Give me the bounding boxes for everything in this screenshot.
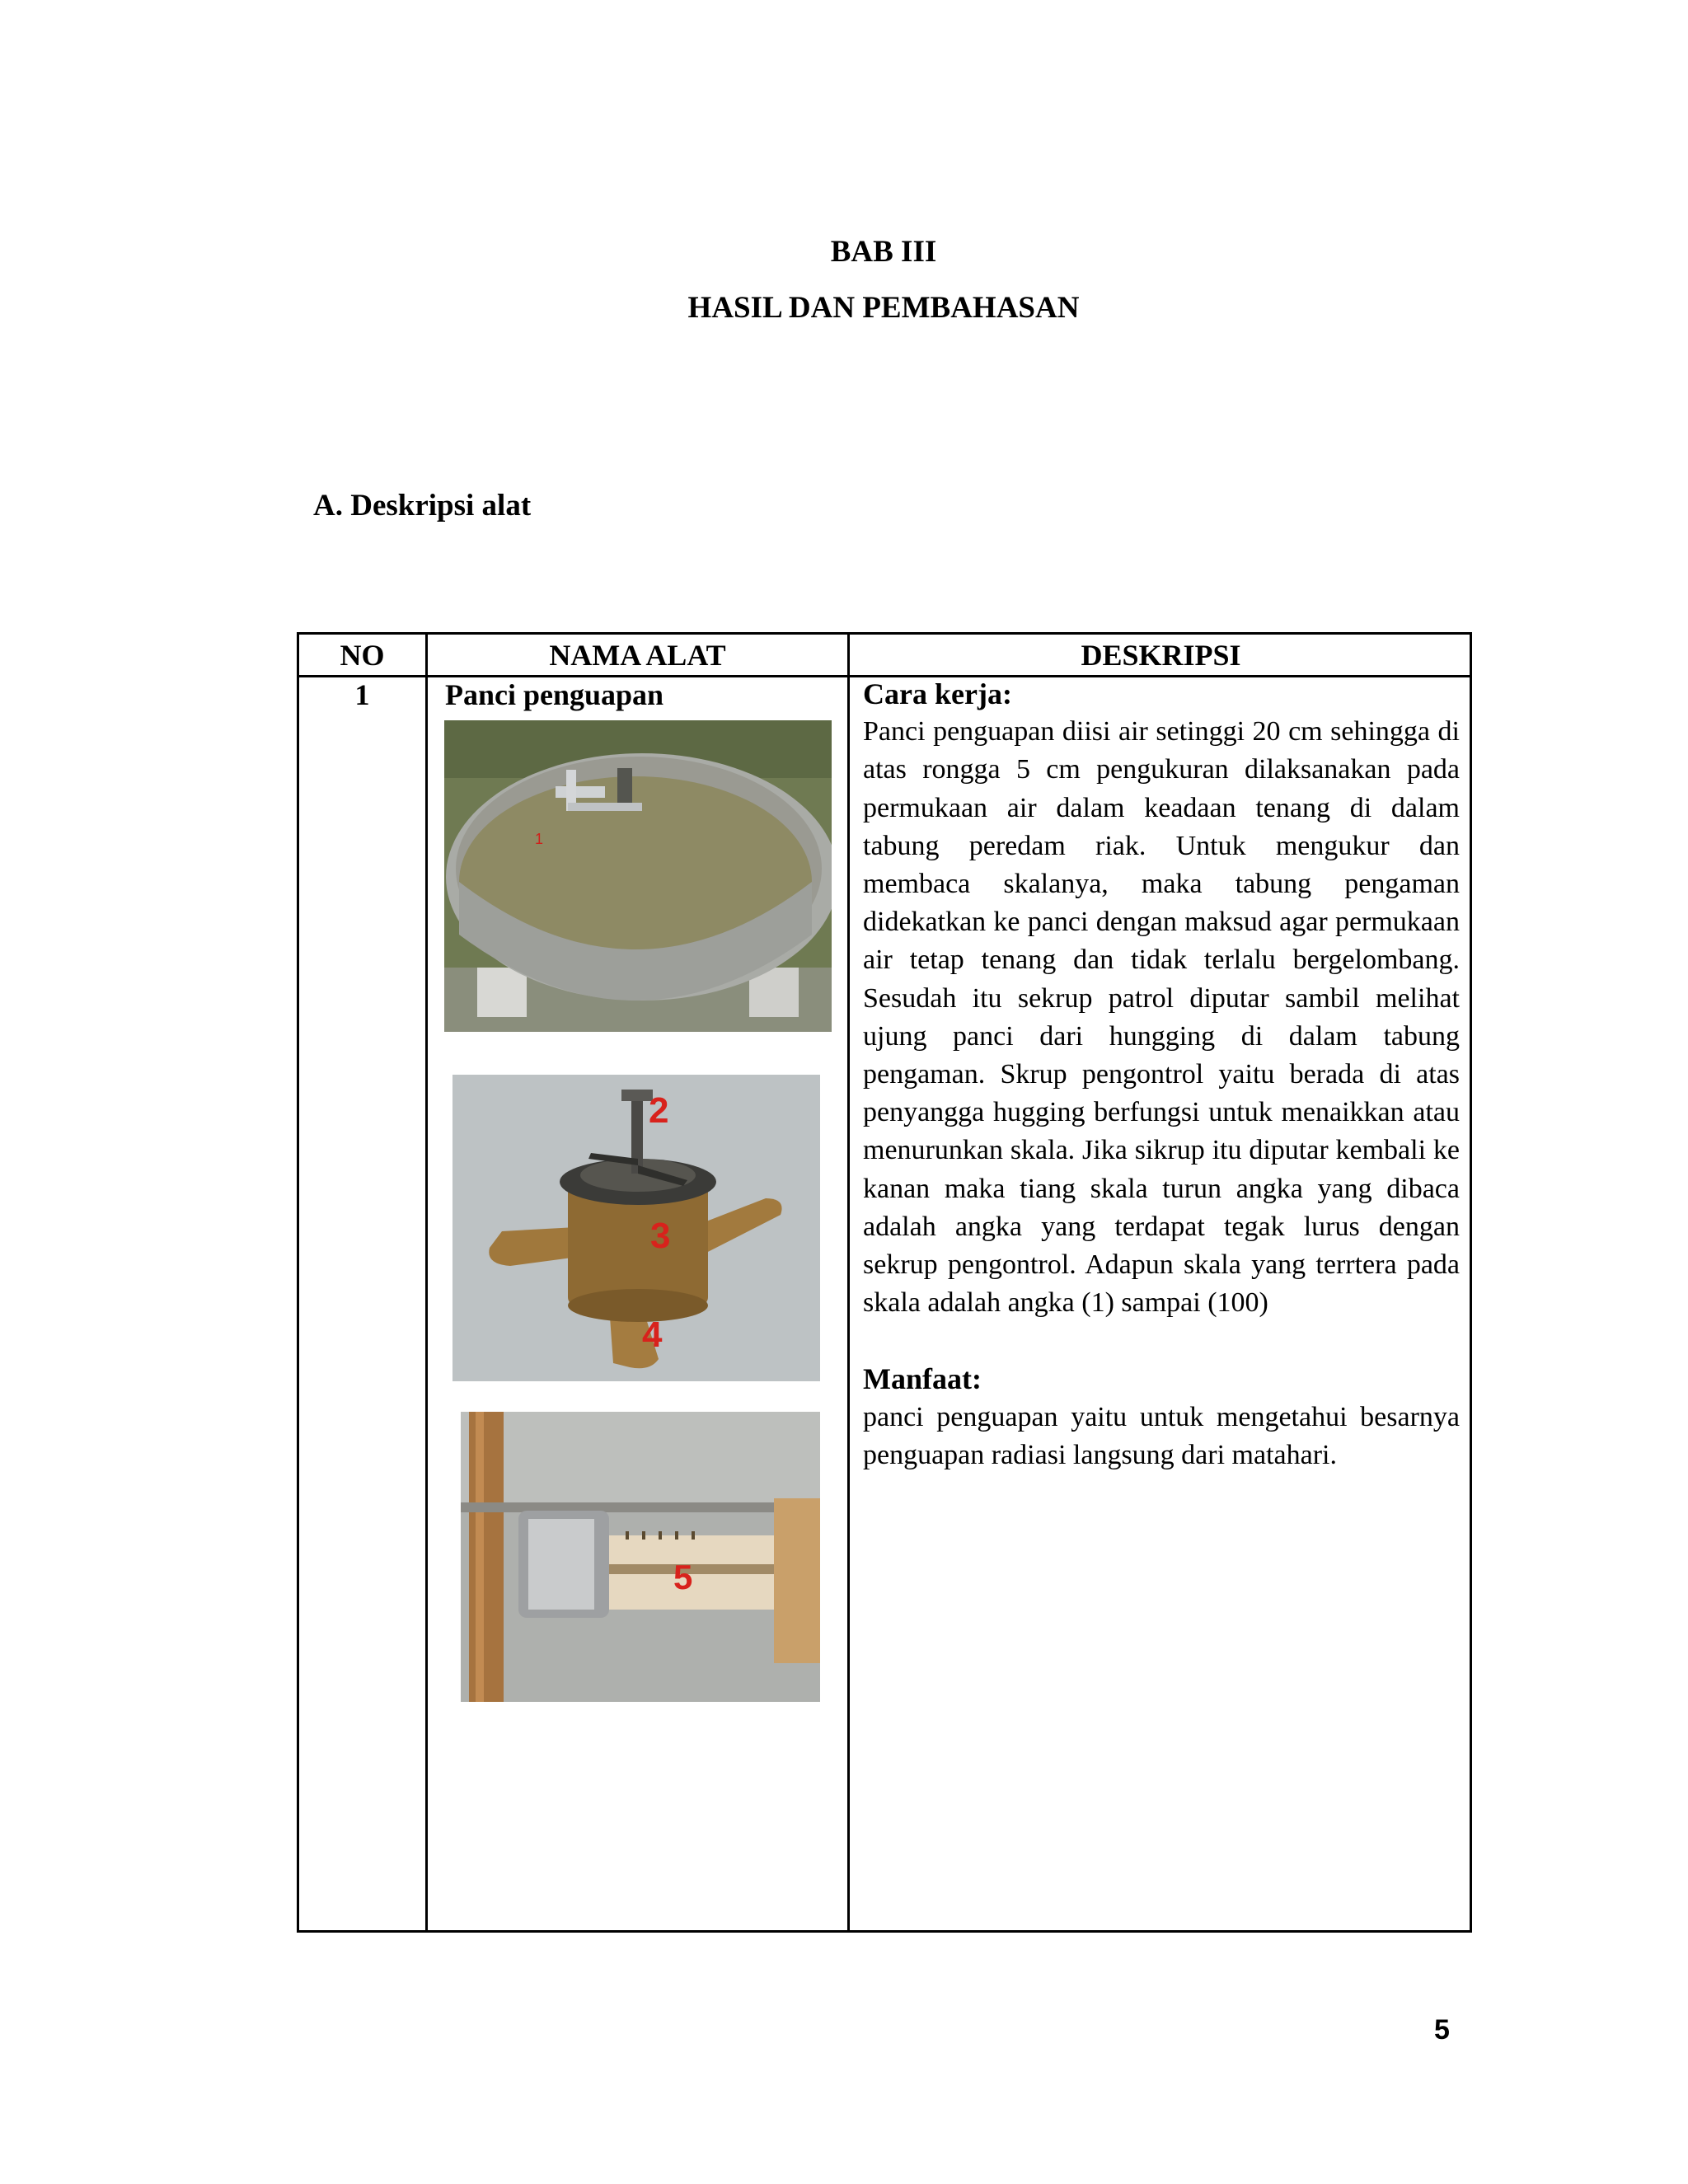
column-header-no: NO [340, 639, 385, 672]
instrument-name: Panci penguapan [445, 678, 664, 711]
photo-marker-1: 1 [535, 831, 544, 847]
chapter-label: BAB III [830, 235, 937, 269]
row-number: 1 [354, 678, 370, 711]
photo-marker-2: 2 [649, 1090, 669, 1131]
work-text: Panci penguapan diisi air setinggi 20 cm sehingga di atas rongga 5 cm pengukuran dilaksanakan pada permukaan air dalam keadaan tenang di dalam tabung peredam riak. Untuk mengukur dan membaca skalanya, maka tabung pengaman didekatkan ke panci dengan maksud agar permukaan air tetap tenang dan tidak terlalu bergelombang. Sesudah itu sekrup patrol diputar sambil melihat ujung panci dari hungging di dalam tabung pengaman. Skrup pengontrol yaitu berada di atas penyangga hugging berfungsi untuk menaikkan atau menurunkan skala. Jika sikrup itu diputar kembali ke kanan maka tiang skala turun angka yang dibaca adalah angka yang terdapat tegak lurus dengan sekrup pengontrol. Adapun skala yang terrtera pada skala adalah angka (1) sampai (100) [863, 716, 1460, 1319]
measuring-scale-photo [461, 1412, 820, 1702]
column-header-description: DESKRIPSI [1081, 639, 1241, 672]
evaporation-pan-photo [444, 720, 832, 1032]
hook-gauge-photo [452, 1075, 820, 1381]
chapter-title: HASIL DAN PEMBAHASAN [687, 291, 1080, 325]
column-divider [847, 635, 850, 1930]
page-number: 5 [1434, 2014, 1450, 2046]
column-header-name: NAMA ALAT [549, 639, 726, 672]
photo-marker-3: 3 [650, 1216, 671, 1256]
benefit-heading: Manfaat: [863, 1362, 982, 1396]
benefit-text: panci penguapan yaitu untuk mengetahui besarnya penguapan radiasi langsung dari matahari. [863, 1401, 1460, 1470]
section-title: A. Deskripsi alat [313, 489, 532, 523]
description-cell [863, 675, 1460, 1474]
column-divider [425, 635, 428, 1930]
instrument-table [297, 632, 1472, 1933]
work-heading: Cara kerja: [863, 677, 1012, 710]
photo-marker-5: 5 [673, 1558, 693, 1596]
photo-marker-4: 4 [642, 1315, 663, 1355]
